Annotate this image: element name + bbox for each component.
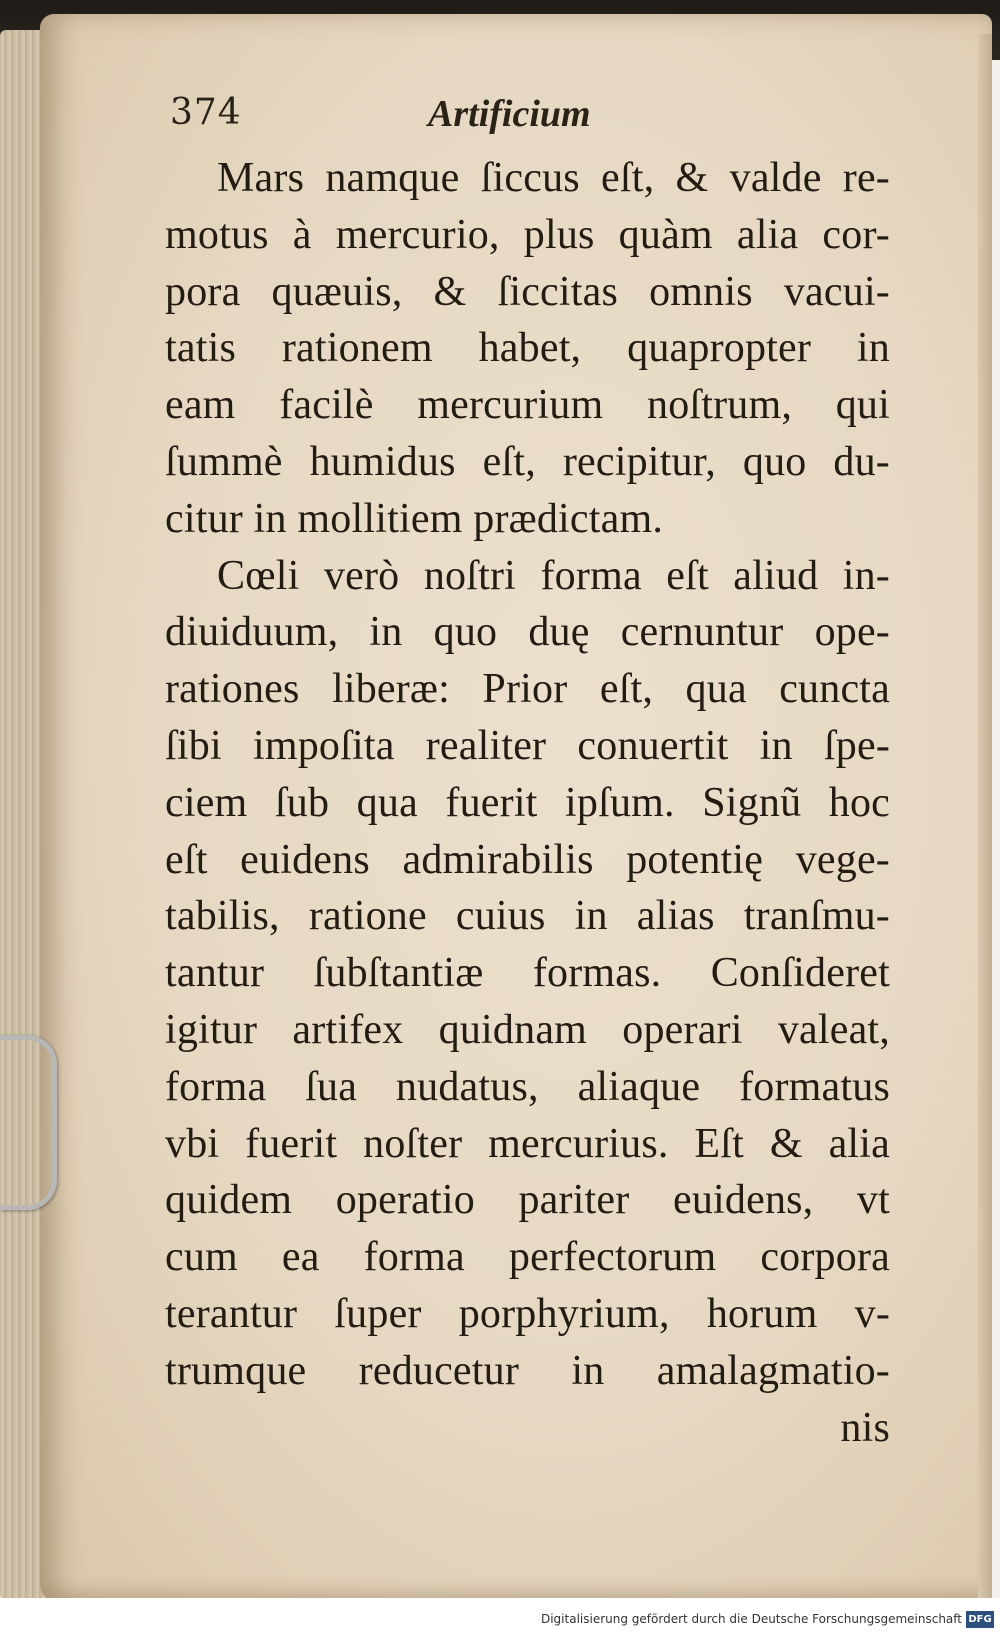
text-line: pora quæuis, & ſiccitas omnis vacui- bbox=[165, 268, 890, 315]
binding-clasp bbox=[0, 1035, 57, 1210]
text-line: tatis rationem habet, quapropter in bbox=[165, 325, 890, 372]
text-line: cum ea forma perfectorum corpora bbox=[165, 1234, 890, 1281]
body-text bbox=[165, 150, 890, 1456]
text-line: motus à mercurio, plus quàm alia cor- bbox=[165, 211, 890, 258]
text-line: vbi fuerit noſter mercurius. Eſt & alia bbox=[165, 1120, 890, 1167]
running-head: Artificium bbox=[428, 93, 591, 135]
text-line: citur in mollitiem prædictam. bbox=[165, 495, 664, 542]
text-line: Mars namque ſiccus eſt, & valde re- bbox=[217, 155, 890, 201]
text-line: ſibi impoſita realiter conuertit in ſpe- bbox=[165, 722, 890, 769]
text-line: Cœli verò noſtri forma eſt aliud in- bbox=[217, 552, 890, 599]
text-line: ciem ſub qua fuerit ipſum. Signũ hoc bbox=[165, 779, 890, 826]
text-line: igitur artifex quidnam operari valeat, bbox=[165, 1006, 890, 1053]
text-line: tantur ſubſtantiæ formas. Conſideret bbox=[165, 950, 890, 997]
text-line: eam facilè mercurium noſtrum, qui bbox=[165, 382, 890, 429]
text-line: forma ſua nudatus, aliaque formatus bbox=[165, 1063, 890, 1110]
text-line: trumque reducetur in amalagmatio- bbox=[165, 1347, 890, 1394]
page-header bbox=[170, 92, 890, 140]
page-right-edge bbox=[978, 34, 992, 1614]
dfg-logo: DFG bbox=[966, 1611, 994, 1628]
funding-credit: Digitalisierung gefördert durch die Deutsche Forschungsgemeinschaft bbox=[540, 1612, 962, 1626]
text-line: quidem operatio pariter euidens, vt bbox=[165, 1177, 890, 1224]
page-number: 374 bbox=[170, 92, 242, 133]
digitization-footer bbox=[0, 1598, 1000, 1634]
text-line: eſt euidens admirabilis potentię vege- bbox=[165, 836, 890, 883]
text-line: ſummè humidus eſt, recipitur, quo du- bbox=[165, 438, 890, 485]
text-line: terantur ſuper porphyrium, horum v- bbox=[165, 1290, 890, 1337]
text-line: rationes liberæ: Prior eſt, qua cuncta bbox=[165, 666, 890, 713]
text-line: diuiduum, in quo duę cernuntur ope- bbox=[165, 609, 890, 656]
catchword: nis bbox=[840, 1404, 890, 1451]
text-line: tabilis, ratione cuius in alias tranſmu- bbox=[165, 893, 890, 940]
